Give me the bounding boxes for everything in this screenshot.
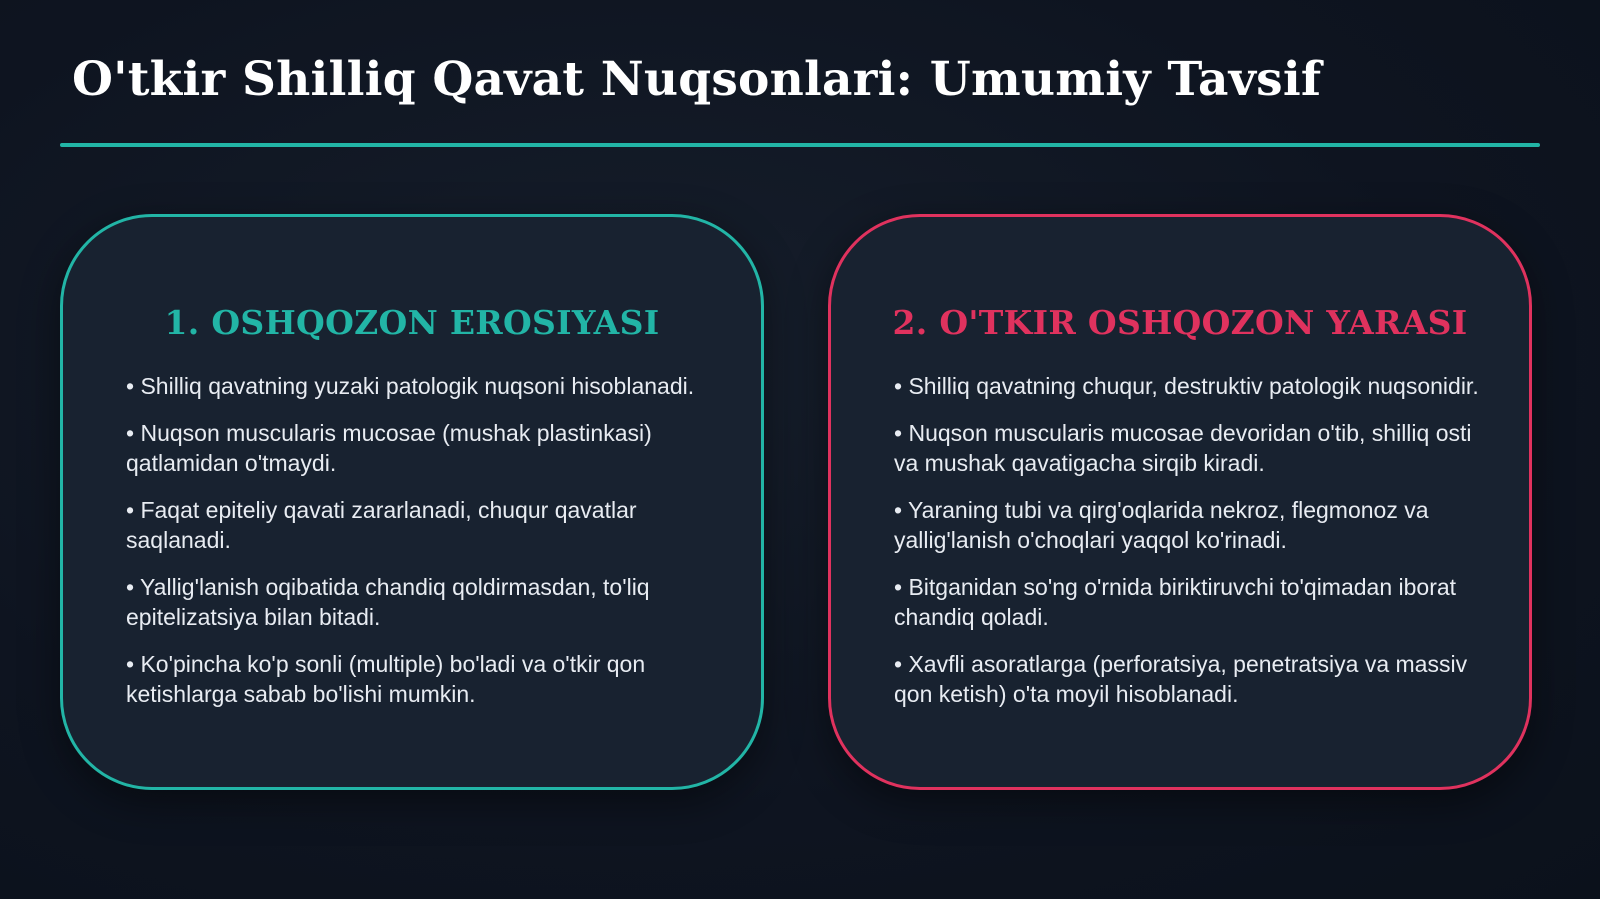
card-ulcer [828,214,1532,790]
bullet-item: • Shilliq qavatning chuqur, destruktiv patologik nuqsonidir. [894,371,1484,401]
bullet-item: • Xavfli asoratlarga (perforatsiya, penetratsiya va massiv qon ketish) o'ta moyil hisoblanadi. [894,649,1484,709]
ulcer-bullet-list [894,371,1484,726]
bullet-item: • Nuqson muscularis mucosae (mushak plastinkasi) qatlamidan o'tmaydi. [126,418,716,478]
bullet-item: • Yaraning tubi va qirg'oqlarida nekroz, flegmonoz va yallig'lanish o'choqlari yaqqol ko'rinadi. [894,495,1484,555]
bullet-item: • Faqat epiteliy qavati zararlanadi, chuqur qavatlar saqlanadi. [126,495,716,555]
erosion-bullet-list [126,371,716,726]
bullet-item: • Shilliq qavatning yuzaki patologik nuqsoni hisoblanadi. [126,371,716,401]
card-heading-erosion: 1. OSHQOZON EROSIYASI [164,303,660,342]
card-heading-ulcer: 2. O'TKIR OSHQOZON YARASI [892,303,1468,342]
bullet-item: • Nuqson muscularis mucosae devoridan o'tib, shilliq osti va mushak qavatigacha sirqib kiradi. [894,418,1484,478]
card-erosion [60,214,764,790]
slide-title: O'tkir Shilliq Qavat Nuqsonlari: Umumiy Tavsif [72,52,1322,107]
bullet-item: • Ko'pincha ko'p sonli (multiple) bo'ladi va o'tkir qon ketishlarga sabab bo'lishi mumkin. [126,649,716,709]
bullet-item: • Yallig'lanish oqibatida chandiq qoldirmasdan, to'liq epitelizatsiya bilan bitadi. [126,572,716,632]
title-divider [60,143,1540,147]
bullet-item: • Bitganidan so'ng o'rnida biriktiruvchi to'qimadan iborat chandiq qoladi. [894,572,1484,632]
